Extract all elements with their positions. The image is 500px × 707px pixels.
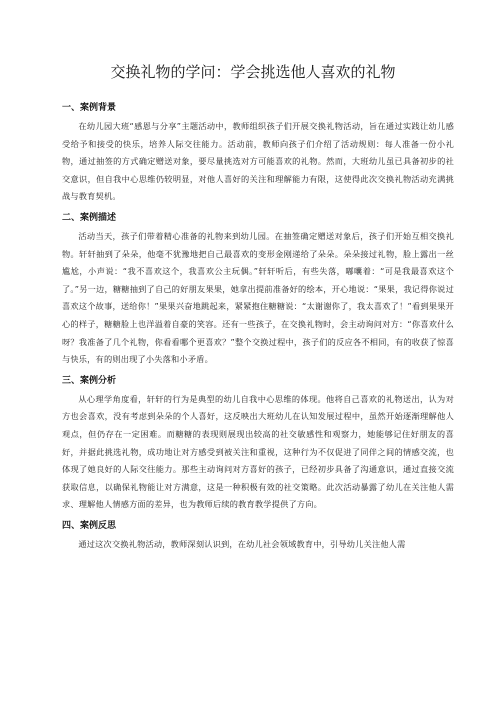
section-background — [62, 102, 454, 206]
section-paragraph: 通过这次交换礼物活动，教师深刻认识到，在幼儿社会领域教育中，引导幼儿关注他人需 — [78, 538, 406, 549]
section-description — [62, 212, 454, 369]
section-analysis — [62, 375, 454, 514]
section-heading: 四、案例反思 — [62, 520, 117, 531]
section-reflection — [62, 520, 454, 554]
section-heading: 三、案例分析 — [62, 375, 117, 386]
section-paragraph: 活动当天，孩子们带着精心准备的礼物来到幼儿园。在抽签确定赠送对象后，孩子们开始互相交换礼物。轩轩抽到了朵朵，他毫不犹豫地把自己最喜欢的变形金刚递给了朵朵。朵朵接过礼物，脸上露出一丝尴尬，小声说：“我不喜欢这个，我喜欢公主玩偶。”轩轩听后，有些失落，嘟囔着：“可是我最喜欢这个了。”另一边，糖糖抽到了自己的好朋友果果，她拿出提前准备好的绘本，开心地说：“果果，我记得你说过喜欢这个故事，送给你！”果果兴奋地跳起来，紧紧抱住糖糖说：“太谢谢你了，我太喜欢了！”看到果果开心的样子，糖糖脸上也洋溢着自豪的笑容。还有一些孩子，在交换礼物时，会主动询问对方：“你喜欢什么呀？我准备了几个礼物，你看看哪个更喜欢？”整个交换过程中，孩子们的反应各不相同，有的收获了惊喜与快乐，有的则出现了小失落和小矛盾。 — [62, 230, 454, 365]
section-paragraph: 在幼儿园大班“感恩与分享”主题活动中，教师组织孩子们开展交换礼物活动，旨在通过实践让幼儿感受给予和接受的快乐，培养人际交往能力。活动前，教师向孩子们介绍了活动规则：每人准备一份小礼物，通过抽签的方式确定赠送对象，要尽量挑选对方可能喜欢的礼物。然而，大班幼儿虽已具备初步的社交意识，但自我中心思维仍较明显，对他人喜好的关注和理解能力有限，这使得此次交换礼物活动充满挑战与教育契机。 — [62, 121, 454, 202]
section-heading: 二、案例描述 — [62, 212, 117, 223]
section-heading: 一、案例背景 — [62, 103, 117, 113]
document-title: 交换礼物的学问：学会挑选他人喜欢的礼物 — [110, 63, 396, 81]
section-paragraph: 从心理学角度看，轩轩的行为是典型的幼儿自我中心思维的体现。他将自己喜欢的礼物送出，认为对方也会喜欢，没有考虑到朵朵的个人喜好，这反映出大班幼儿在认知发展过程中，虽然开始逐渐理解他人观点，但仍存在一定困难。而糖糖的表现则展现出较高的社交敏感性和观察力，她能够记住好朋友的喜好，并据此挑选礼物，成功地让对方感受到被关注和重视，这种行为不仅促进了同伴之间的情感交流，也体现了她良好的人际交往能力。那些主动询问对方喜好的孩子，已经初步具备了沟通意识，通过直接交流获取信息，以确保礼物能让对方满意，这是一种积极有效的社交策略。此次活动暴露了幼儿在关注他人需求、理解他人情感方面的差异，也为教师后续的教育教学提供了方向。 — [62, 393, 454, 510]
